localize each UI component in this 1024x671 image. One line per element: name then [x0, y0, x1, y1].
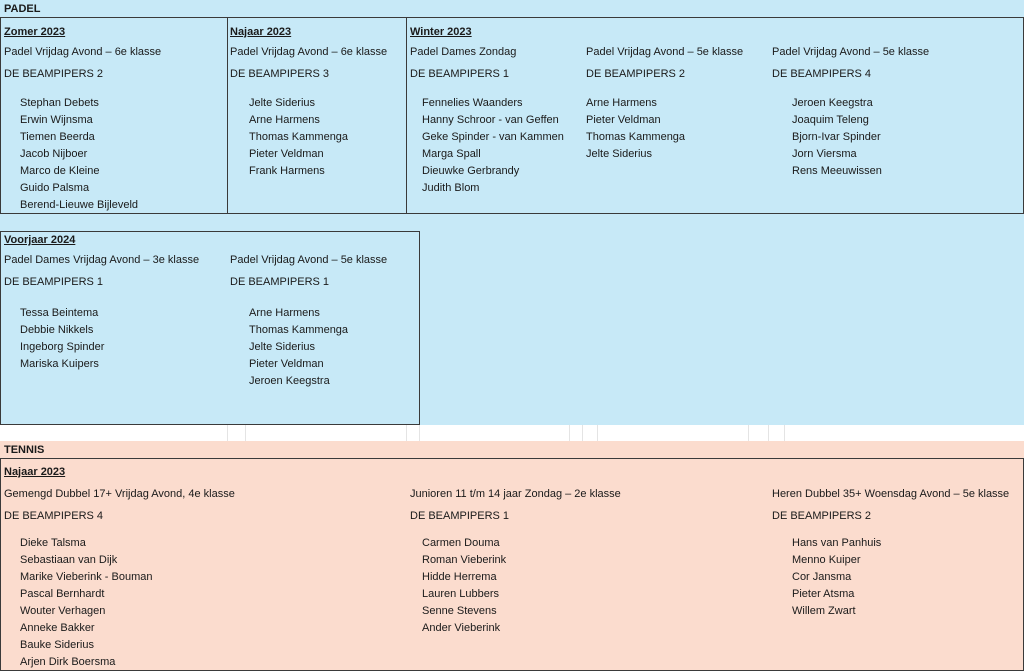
player-list: [20, 95, 138, 214]
player-name: Bauke Siderius: [20, 639, 94, 651]
player-name: Jacob Nijboer: [20, 148, 88, 160]
player-name: Hidde Herrema: [422, 571, 497, 583]
competition-label: Junioren 11 t/m 14 jaar Zondag – 2e klasse: [410, 488, 621, 500]
player-name: Jelte Siderius: [586, 148, 653, 160]
competition-label: Padel Vrijdag Avond – 5e klasse: [772, 46, 930, 58]
team-name: DE BEAMPIPERS 2: [772, 510, 872, 522]
grid-line: [597, 425, 598, 441]
season-title-voorjaar-2024: Voorjaar 2024: [4, 234, 76, 246]
team-name: DE BEAMPIPERS 1: [410, 510, 510, 522]
player-list: [249, 95, 348, 180]
player-name: Pieter Veldman: [586, 114, 661, 126]
player-name: Thomas Kammenga: [249, 324, 349, 336]
player-name: Jelte Siderius: [249, 341, 316, 353]
player-name: Dieuwke Gerbrandy: [422, 165, 520, 177]
competition-label: Padel Dames Zondag: [410, 46, 517, 58]
team-name: DE BEAMPIPERS 4: [4, 510, 104, 522]
player-name: Stephan Debets: [20, 97, 99, 109]
player-name: Marco de Kleine: [20, 165, 100, 177]
player-name: Hanny Schroor - van Geffen: [422, 114, 559, 126]
season-title-winter-2023: Winter 2023: [410, 26, 472, 38]
player-name: Tiemen Beerda: [20, 131, 95, 143]
player-name: Joaquim Teleng: [792, 114, 869, 126]
team-name: DE BEAMPIPERS 1: [410, 68, 510, 80]
player-name: Bjorn-Ivar Spinder: [792, 131, 881, 143]
player-name: Arne Harmens: [249, 307, 320, 319]
separator-strip: [0, 425, 1024, 441]
player-name: Debbie Nikkels: [20, 324, 94, 336]
player-name: Tessa Beintema: [20, 307, 99, 319]
team-name: DE BEAMPIPERS 3: [230, 68, 330, 80]
player-name: Judith Blom: [422, 182, 480, 194]
competition-label: Padel Vrijdag Avond – 6e klasse: [230, 46, 388, 58]
player-name: Geke Spinder - van Kammen: [422, 131, 564, 143]
player-name: Guido Palsma: [20, 182, 90, 194]
player-name: Arne Harmens: [249, 114, 320, 126]
grid-line: [227, 425, 228, 441]
team-name: DE BEAMPIPERS 4: [772, 68, 872, 80]
player-name: Pieter Atsma: [792, 588, 855, 600]
player-name: Jorn Viersma: [792, 148, 857, 160]
player-name: Berend-Lieuwe Bijleveld: [20, 199, 139, 211]
player-name: Pieter Veldman: [249, 148, 324, 160]
grid-line: [784, 425, 785, 441]
player-list: [792, 95, 882, 180]
player-name: Arjen Dirk Boersma: [20, 656, 116, 668]
season-title-tennis-najaar-2023: Najaar 2023: [4, 466, 66, 478]
player-name: Anneke Bakker: [20, 622, 95, 634]
season-title-zomer-2023: Zomer 2023: [4, 26, 66, 38]
player-name: Cor Jansma: [792, 571, 852, 583]
competition-label: Padel Dames Vrijdag Avond – 3e klasse: [4, 254, 200, 266]
player-name: Rens Meeuwissen: [792, 165, 882, 177]
player-name: Pascal Bernhardt: [20, 588, 105, 600]
grid-line: [245, 425, 246, 441]
player-name: Dieke Talsma: [20, 537, 86, 549]
player-list: [422, 535, 506, 637]
season-title-najaar-2023: Najaar 2023: [230, 26, 292, 38]
competition-label: Padel Vrijdag Avond – 6e klasse: [4, 46, 162, 58]
player-name: Fennelies Waanders: [422, 97, 523, 109]
player-name: Ingeborg Spinder: [20, 341, 105, 353]
grid-line: [569, 425, 570, 441]
player-name: Pieter Veldman: [249, 358, 324, 370]
tennis-section-title: TENNIS: [4, 444, 45, 456]
team-name: DE BEAMPIPERS 1: [230, 276, 330, 288]
player-name: Marike Vieberink - Bouman: [20, 571, 153, 583]
grid-line: [419, 425, 420, 441]
player-list: [422, 95, 564, 197]
player-name: Arne Harmens: [586, 97, 657, 109]
grid-line: [406, 425, 407, 441]
player-name: Ander Vieberink: [422, 622, 501, 634]
grid-line: [748, 425, 749, 441]
player-name: Willem Zwart: [792, 605, 856, 617]
player-name: Hans van Panhuis: [792, 537, 882, 549]
player-name: Menno Kuiper: [792, 554, 861, 566]
player-name: Mariska Kuipers: [20, 358, 99, 370]
player-name: Roman Vieberink: [422, 554, 507, 566]
player-name: Jelte Siderius: [249, 97, 316, 109]
player-name: Thomas Kammenga: [586, 131, 686, 143]
player-name: Thomas Kammenga: [249, 131, 349, 143]
player-name: Jeroen Keegstra: [249, 375, 330, 387]
grid-line: [768, 425, 769, 441]
player-name: Carmen Douma: [422, 537, 500, 549]
player-name: Sebastiaan van Dijk: [20, 554, 118, 566]
player-name: Wouter Verhagen: [20, 605, 106, 617]
competition-label: Gemengd Dubbel 17+ Vrijdag Avond, 4e klasse: [4, 488, 235, 500]
player-name: Erwin Wijnsma: [20, 114, 93, 126]
player-name: Senne Stevens: [422, 605, 497, 617]
player-name: Marga Spall: [422, 148, 481, 160]
team-name: DE BEAMPIPERS 1: [4, 276, 104, 288]
competition-label: Padel Vrijdag Avond – 5e klasse: [230, 254, 388, 266]
player-list: [20, 305, 104, 373]
player-list: [792, 535, 881, 620]
competition-label: Heren Dubbel 35+ Woensdag Avond – 5e klasse: [772, 488, 1010, 500]
player-list: [20, 535, 152, 671]
team-name: DE BEAMPIPERS 2: [4, 68, 104, 80]
player-name: Jeroen Keegstra: [792, 97, 873, 109]
padel-section-title: PADEL: [4, 3, 41, 15]
player-name: Lauren Lubbers: [422, 588, 500, 600]
team-name: DE BEAMPIPERS 2: [586, 68, 686, 80]
grid-line: [582, 425, 583, 441]
competition-label: Padel Vrijdag Avond – 5e klasse: [586, 46, 744, 58]
player-list: [586, 95, 685, 163]
player-list: [249, 305, 348, 390]
player-name: Frank Harmens: [249, 165, 325, 177]
